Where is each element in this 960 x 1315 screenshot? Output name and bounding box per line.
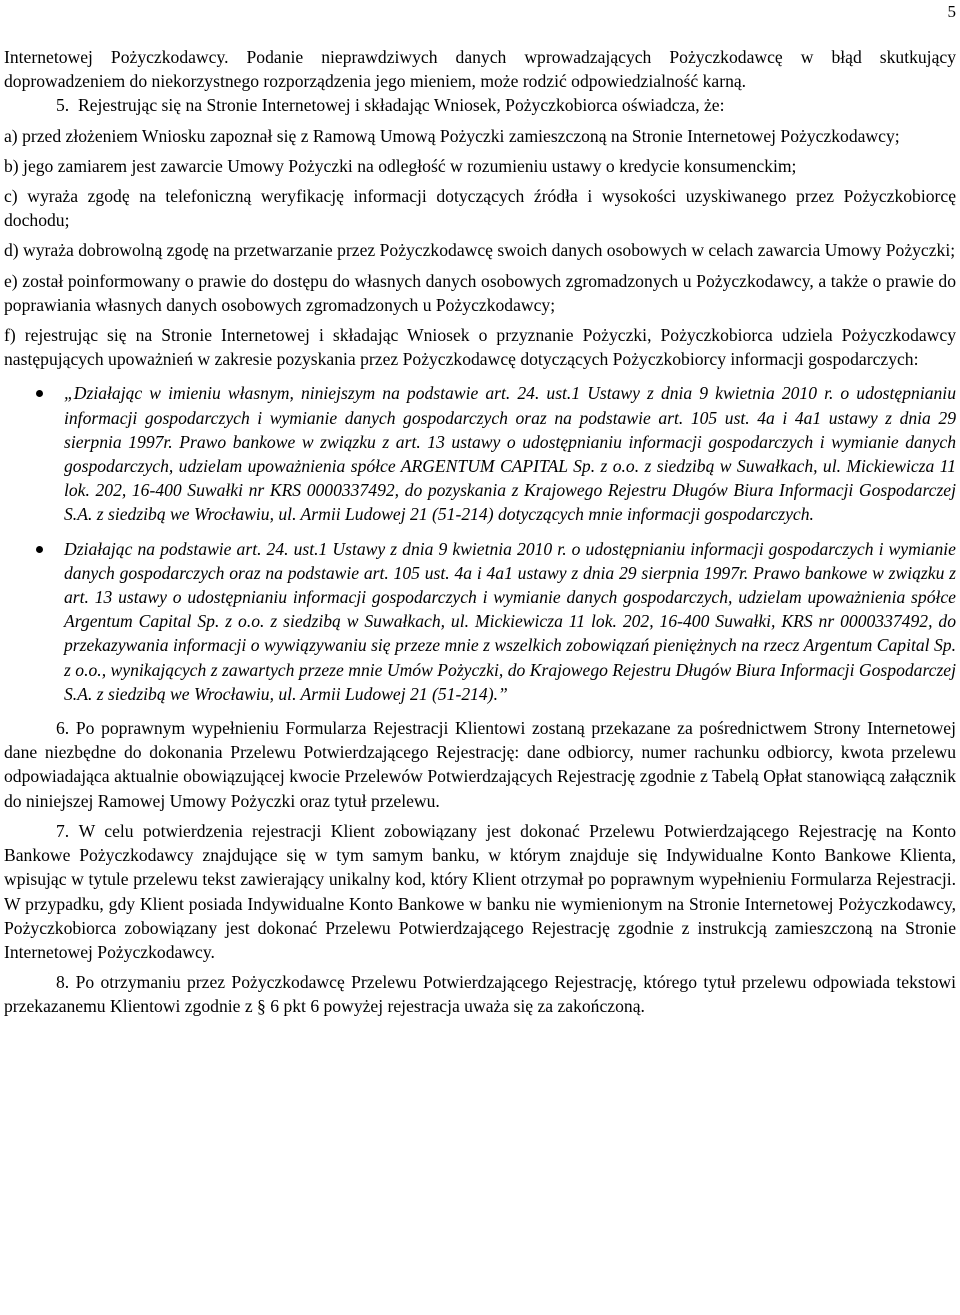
authorization-text: Działając na podstawie art. 24. ust.1 Ustawy z dnia 9 kwietnia 2010 r. o udostępnianiu informacji gospodarczych i wymianie danych gospodarczych oraz na podstawie art. 105 ust. 4a i 4a1 ustawy z dnia 29 sierpnia 1997r. Prawo bankowe w związku z art. 13 ustawy o udostępnianiu informacji gospodarczych i wymianie danych gospodarczych, udzielam upoważnienia spółce Argentum Capital Sp. z o.o. z siedzibą w Suwałkach, ul. Mickiewicza 11 lok. 202, 16-400 Suwałki, KRS nr 0000337492, do przekazywania informacji o wywiązywaniu się przeze mnie z wszelkich zobowiązań pieniężnych na rzecz Argentum Capital Sp. z o.o., wynikających z zawartych przeze mnie Umów Pożyczki, do Krajowego Rejestru Długów Biura Informacji Gospodarczej S.A. z siedzibą we Wrocławiu, ul. Armii Ludowej 21 (51-214).” (64, 538, 956, 704)
document-page (4, 0, 956, 1019)
item-a: a) przed złożeniem Wniosku zapoznał się z Ramową Umową Pożyczki zamieszczoną na Stronie Internetowej Pożyczkodawcy; (4, 125, 900, 146)
page-number: 5 (947, 2, 956, 21)
list-item (4, 537, 956, 706)
bullet-icon (36, 390, 43, 397)
item-b: b) jego zamiarem jest zawarcie Umowy Pożyczki na odległość w rozumieniu ustawy o kredycie konsumenckim; (4, 155, 797, 176)
item-f: f) rejestrując się na Stronie Internetowej i składając Wniosek o przyznanie Pożyczki, Pożyczkobiorca udziela Pożyczkodawcy następujących upoważnień w zakresie pozyskania przez Pożyczkodawcę dotyczących Pożyczkobiorcy informacji gospodarczych: (4, 325, 956, 370)
section-5-text: Rejestrując się na Stronie Internetowej i składając Wniosek, Pożyczkobiorca oświadcza, że: (78, 95, 725, 116)
section-8-text: Po otrzymaniu przez Pożyczkodawcę Przelewu Potwierdzającego Rejestrację, którego tytuł przelewu odpowiada tekstowi przekazanemu Klientowi zgodnie z § 6 pkt 6 powyżej rejestracja uważa się za zakończoną. (4, 972, 956, 1017)
bullet-icon (36, 546, 43, 553)
section-number: 6. (56, 718, 70, 739)
section-number: 5. (56, 95, 70, 116)
section-5-lead (4, 93, 956, 117)
section-number: 7. (56, 820, 70, 841)
authorization-text: „Działając w imieniu własnym, niniejszym na podstawie art. 24. ust.1 Ustawy z dnia 9 kwietnia 2010 r. o udostępnianiu informacji gospodarczych i wymianie danych gospodarczych oraz na podstawie art. 105 ust. 4a i 4a1 ustawy z dnia 29 sierpnia 1997r. Prawo bankowe w związku z art. 13 ustawy o udostępnianiu informacji gospodarczych i wymianie danych gospodarczych, udzielam upoważnienia spółce ARGENTUM CAPITAL Sp. z o.o. z siedzibą w Suwałkach, ul. Mickiewicza 11 lok. 202, 16-400 Suwałki nr KRS 0000337492, do pozyskania z Krajowego Rejestru Długów Biura Informacji Gospodarczej S.A. z siedzibą we Wrocławiu, ul. Armii Ludowej 21 (51-214) dotyczących mnie informacji gospodarczych. (64, 383, 956, 525)
section-6 (4, 716, 956, 813)
intro-paragraph: Internetowej Pożyczkodawcy. Podanie nieprawdziwych danych wprowadzających Pożyczkodawcę w błąd skutkujący doprowadzeniem do niekorzystnego rozporządzenia jego mieniem, może rodzić odpowiedzialność karną. (4, 47, 956, 92)
section-7 (4, 819, 956, 964)
section-8 (4, 970, 956, 1018)
section-7-text: W celu potwierdzenia rejestracji Klient zobowiązany jest dokonać Przelewu Potwierdzającego Rejestrację na Konto Bankowe Pożyczkodawcy znajdujące się w tym samym banku, w którym znajduje się Indywidualne Konto Bankowe Klienta, wpisując w tytule przelewu tekst zawierający unikalny kod, który Klient otrzymał po poprawnym wypełnieniu Formularza Rejestracji. W przypadku, gdy Klient posiada Indywidualne Konto Bankowe w banku nie wymienionym na Stronie Internetowej Pożyczkodawcy, Pożyczkobiorca zobowiązany jest dokonać Przelewu Potwierdzającego Rejestrację zgodnie z instrukcją zamieszczoną na Stronie Internetowej Pożyczkodawcy. (4, 820, 956, 962)
item-d: d) wyraża dobrowolną zgodę na przetwarzanie przez Pożyczkodawcę swoich danych osobowych w celach zawarcia Umowy Pożyczki; (4, 240, 956, 261)
authorization-list (4, 381, 956, 706)
section-6-text: Po poprawnym wypełnieniu Formularza Rejestracji Klientowi zostaną przekazane za pośrednictwem Strony Internetowej dane niezbędne do dokonania Przelewu Potwierdzającego Rejestrację: dane odbiorcy, numer rachunku odbiorcy, kwota przelewu odpowiadająca aktualnie obowiązującej kwocie Przelewów Potwierdzających Rejestrację zgodnie z Tabelą Opłat stanowiącą załącznik do niniejszej Ramowej Umowy Pożyczki oraz tytuł przelewu. (4, 718, 956, 811)
item-e: e) został poinformowany o prawie do dostępu do własnych danych osobowych zgromadzonych u Pożyczkodawcy, a także o prawie do poprawiania własnych danych osobowych zgromadzonych u Pożyczkodawcy; (4, 270, 956, 315)
list-item (4, 381, 956, 526)
item-c: c) wyraża zgodę na telefoniczną weryfikację informacji dotyczących źródła i wysokości uzyskiwanego przez Pożyczkobiorcę dochodu; (4, 186, 956, 231)
section-number: 8. (56, 972, 70, 993)
